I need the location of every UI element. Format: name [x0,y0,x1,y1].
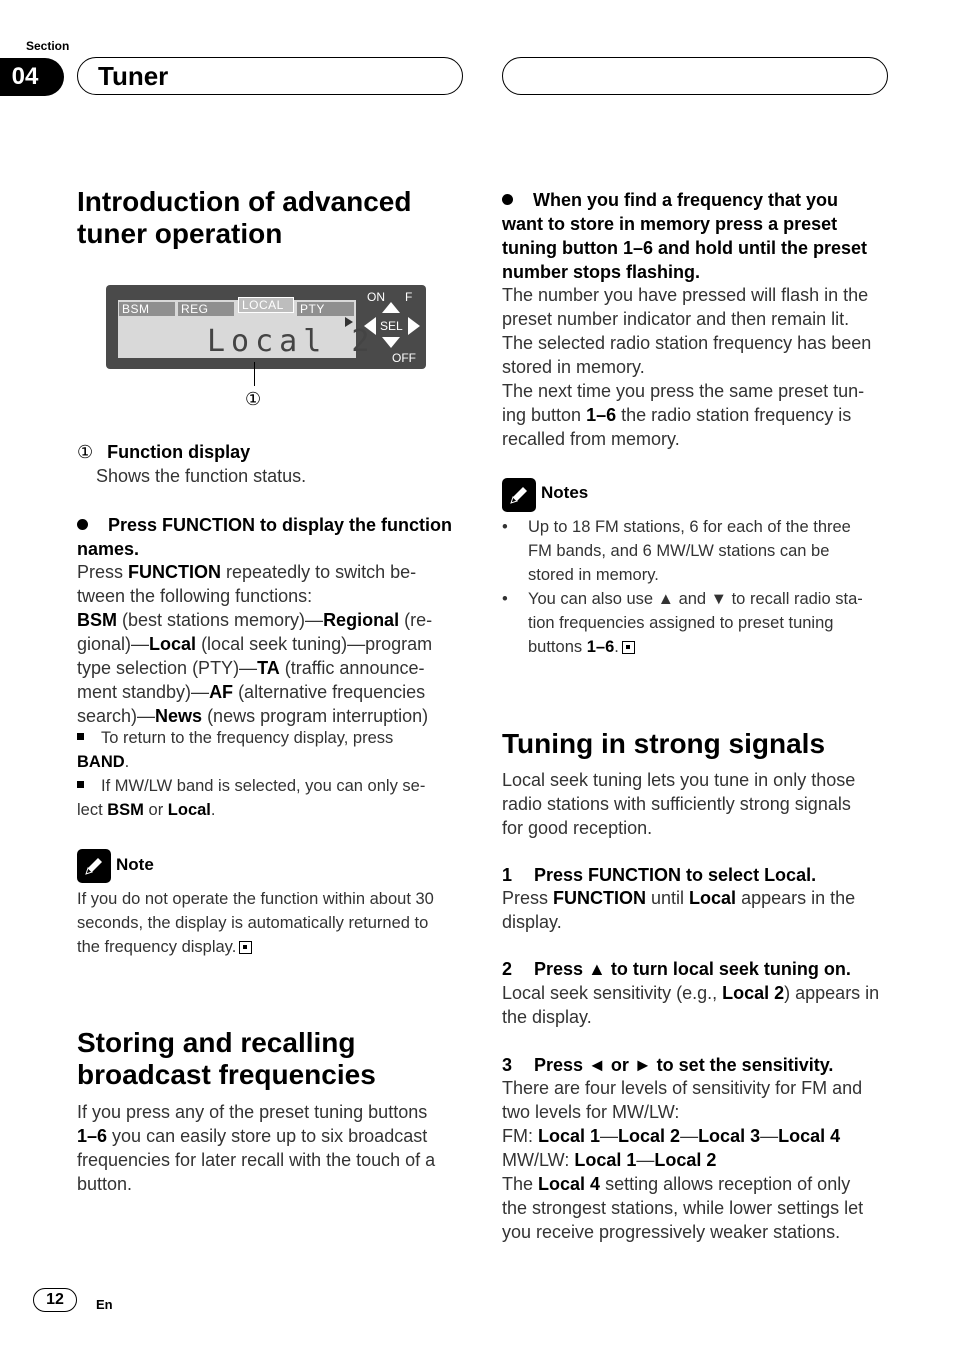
tab-bsm: BSM [119,302,175,316]
strong-signals-heading: Tuning in strong signals [502,728,826,759]
up-arrow-icon [382,302,400,313]
note-text: If you do not operate the function within about 30 seconds, the display is automatically returned to the frequency display. [77,890,434,956]
tab-pty: PTY [297,302,354,316]
note-title: Note [116,855,154,874]
on-label: ON [367,290,385,304]
function-display-desc: Shows the function status. [96,466,307,486]
right-arrow-icon [408,317,420,335]
bullet-icon [77,519,88,530]
step1-body: Press FUNCTION until Local appears in the display. [502,888,856,932]
step3-body: There are four levels of sensitivity for FM and two levels for MW/LW: FM: Local 1—Local 2—Local 3—Local 4 MW/LW: Local 1—Local 2 The Local 4 setting allows reception of only the strongest stations, while lower settings let you receive progressively weaker stations. [502,1078,864,1242]
intro-heading: Introduction of advanced tuner operation [77,186,412,249]
chapter-title: Tuner [98,61,169,91]
section-number-badge: 04 [0,58,64,96]
down-arrow-icon [382,337,400,348]
display-main-text: Local 2 [207,324,376,359]
page-number: 12 [33,1288,77,1312]
tab-local: LOCAL [239,298,293,312]
notes-title: Notes [541,483,589,502]
store-preset-heading: When you find a frequency that you want to store in memory press a preset tuning button 1–6 and hold until the preset number stops flashing. [502,190,867,282]
function-display-item: ① Function display [77,442,251,462]
empty-header-pill [502,57,888,95]
step2-heading: 2 Press ▲ to turn local seek tuning on. [502,959,851,979]
note-pencil-icon [77,849,111,883]
step1-heading: 1 Press FUNCTION to select Local. [502,865,817,885]
step2-body: Local seek sensitivity (e.g., Local 2) appears in the display. [502,983,880,1027]
callout-marker: ① [245,389,262,409]
end-mark-icon [239,941,252,954]
notes-list: • Up to 18 FM stations, 6 for each of the three FM bands, and 6 MW/LW stations can be stored in memory. • You can also use ▲ and ▼ to recall radio sta- tion frequencies assigned to preset tuning buttons 1–6. [502,518,863,656]
storing-body: If you press any of the preset tuning buttons 1–6 you can easily store up to six broadcast frequencies for later recall with the touch of a button. [77,1102,436,1194]
f-label: F [405,290,413,304]
press-function-heading: Press FUNCTION to display the function names. [77,515,453,559]
section-label: Section [26,39,70,53]
callout-line [254,362,255,386]
strong-signals-intro: Local seek tuning lets you tune in only those radio stations with sufficiently strong signals for good reception. [502,770,856,838]
chapter-title-pill [77,57,463,95]
square-bullet-icon [77,781,84,788]
tab-reg: REG [178,302,234,316]
bullet-icon [502,194,513,205]
storing-heading: Storing and recalling broadcast frequencies [77,1027,376,1090]
left-arrow-icon [364,317,376,335]
off-label: OFF [392,351,416,365]
language-label: En [96,1297,113,1312]
square-bullet-icon [77,733,84,740]
end-mark-icon [622,641,635,654]
press-function-body: Press FUNCTION repeatedly to switch be- tween the following functions: BSM (best stations memory)—Regional (re- gional)—Local (local seek tuning)—program type selection (PTY)—TA (traffic announce- ment standby)—AF (alternative frequencies search)—News (news program interruption) [77,562,433,726]
function-subnotes: To return to the frequency display, press BAND. If MW/LW band is selected, you can only se- lect BSM or Local. [77,729,426,819]
notes-pencil-icon [502,478,536,512]
store-preset-body: The number you have pressed will flash in the preset number indicator and then remain lit. The selected radio station frequency has been stored in memory. The next time you press the same preset tun- ing button 1–6 the radio station frequency is recalled from memory. [502,285,872,449]
step3-heading: 3 Press ◄ or ► to set the sensitivity. [502,1055,834,1075]
sel-label: SEL [380,319,403,333]
